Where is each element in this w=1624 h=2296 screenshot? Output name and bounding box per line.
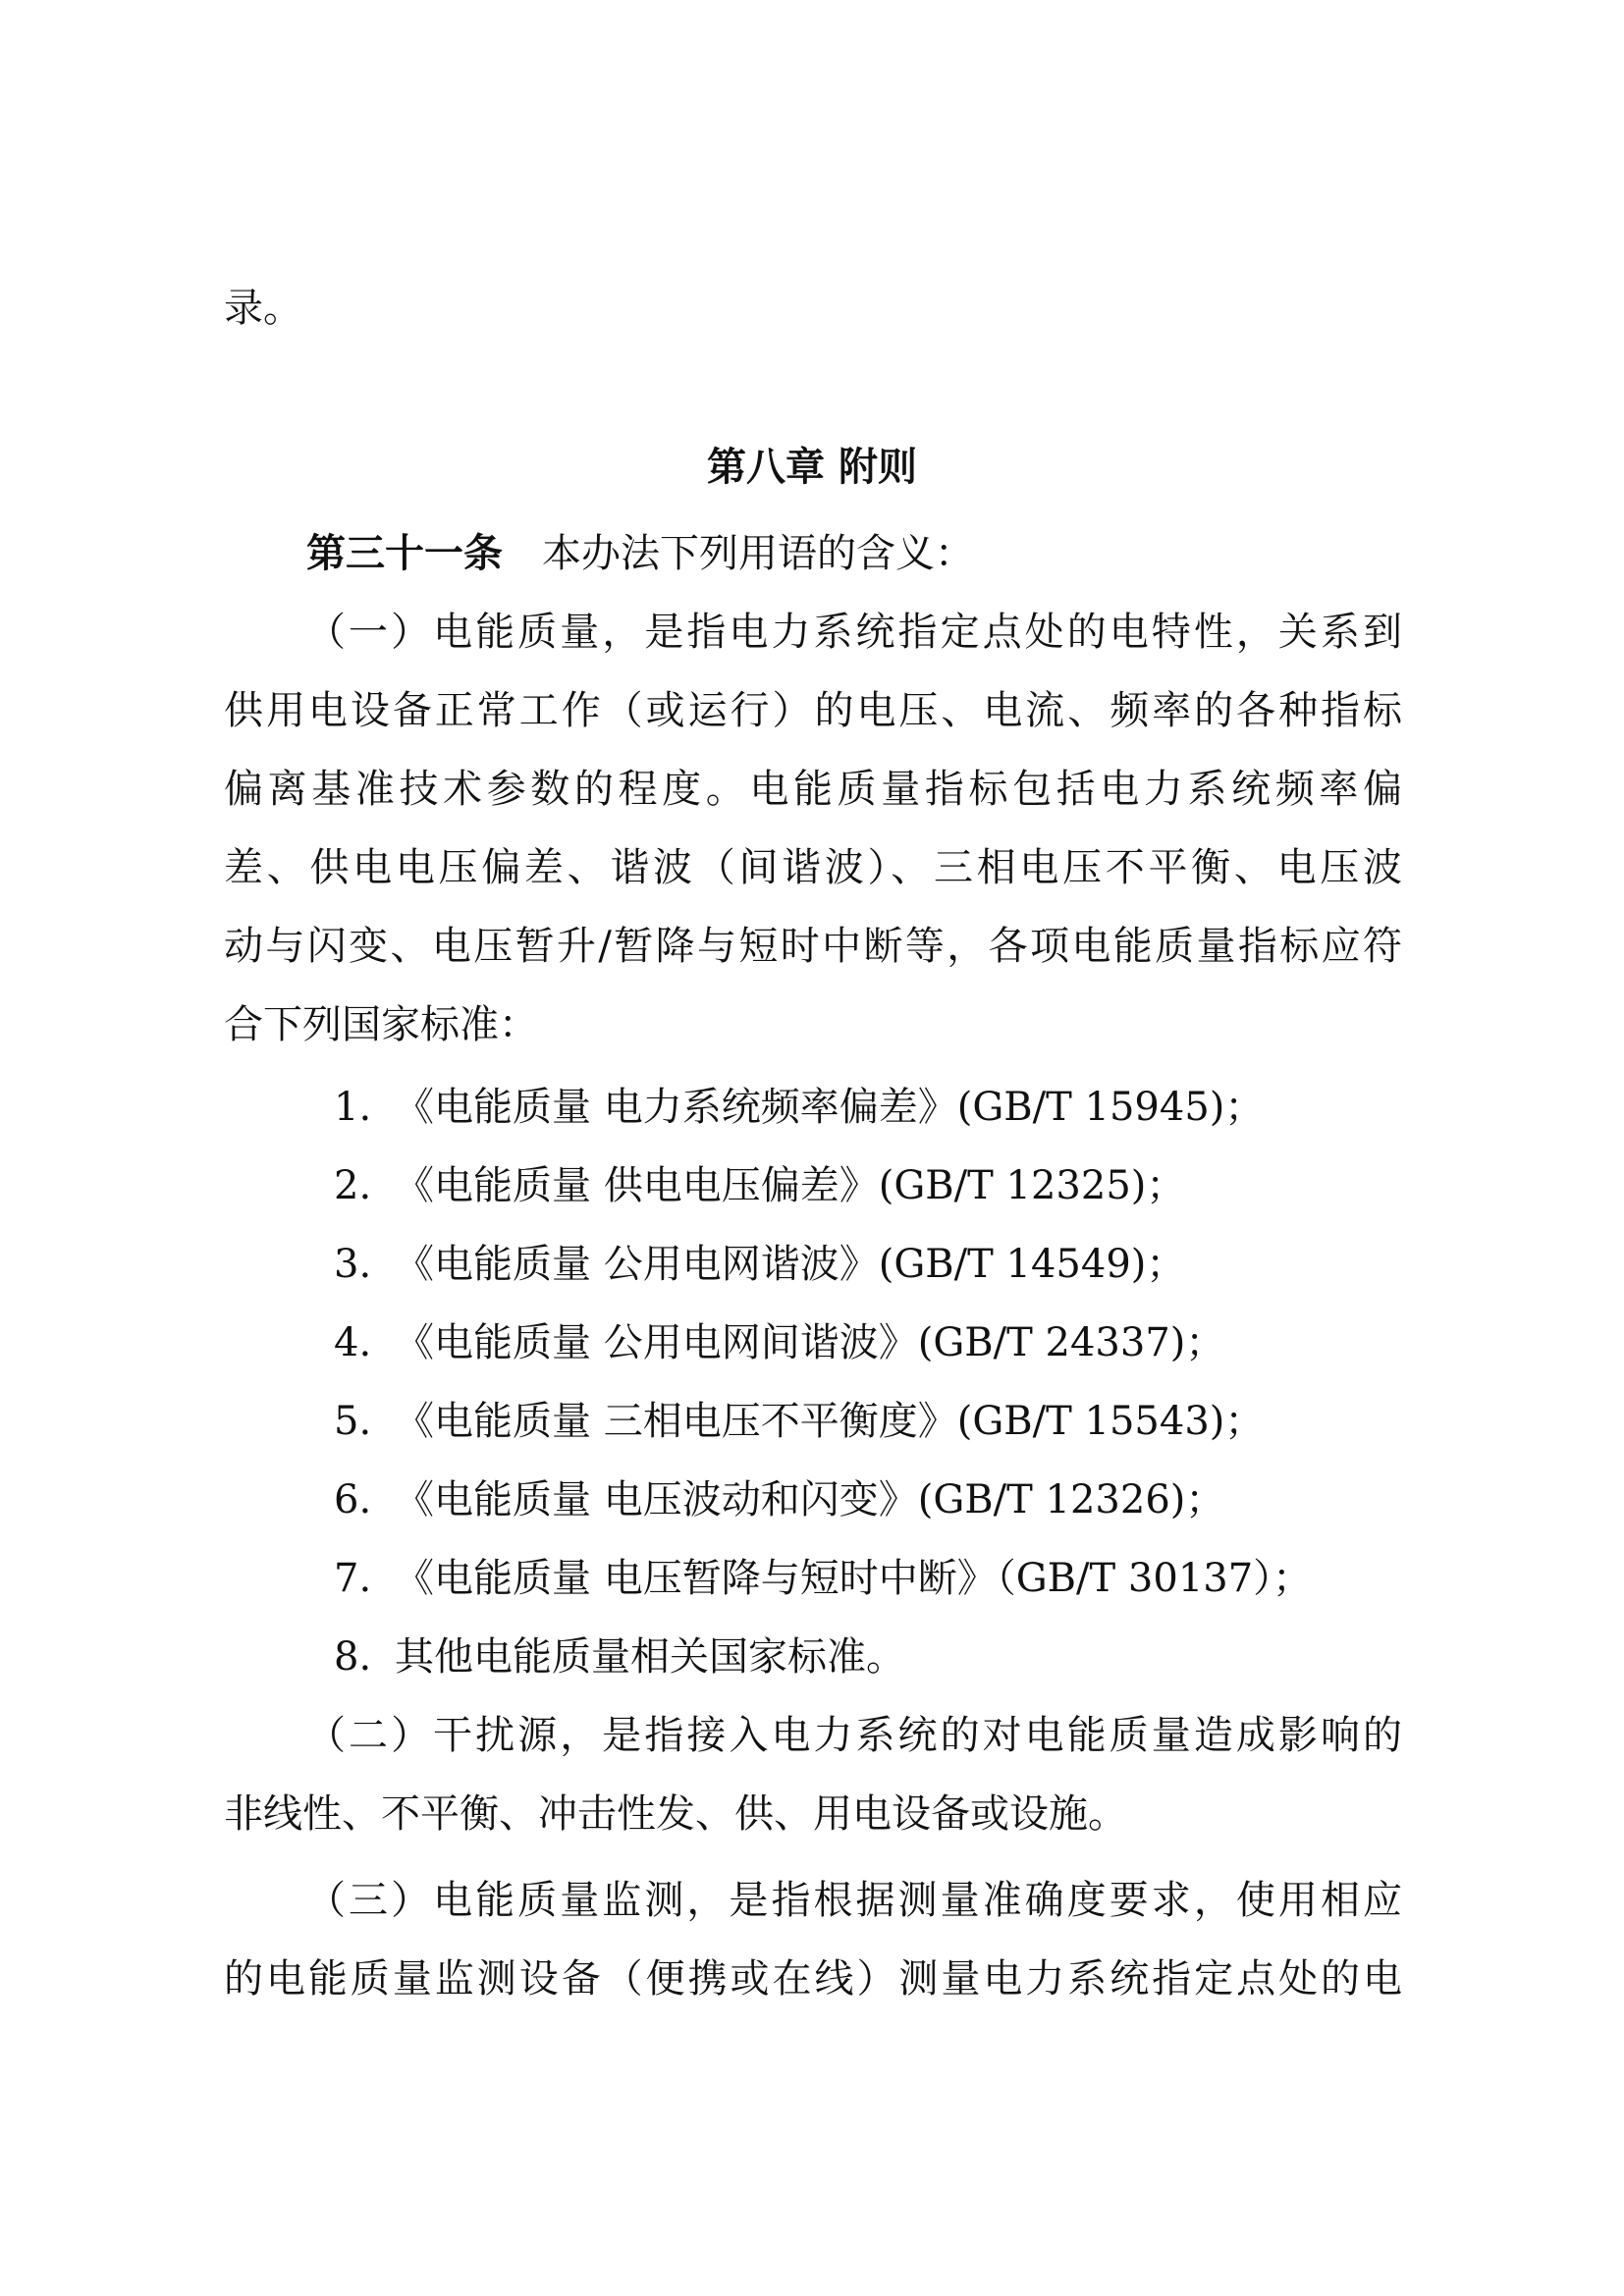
def1-line-4: 差、供电电压偏差、谐波（间谐波）、三相电压不平衡、电压波	[224, 845, 1402, 890]
chapter-title: 第八章 附则	[707, 445, 917, 490]
def2-line-2: 非线性、不平衡、冲击性发、供、用电设备或设施。	[224, 1791, 1127, 1837]
standard-item-4: 4. 《电能质量 公用电网间谐波》(GB/T 24337)；	[334, 1320, 1225, 1365]
def1-line-1: （一）电能质量，是指电力系统指定点处的电特性，关系到	[306, 610, 1402, 655]
def1-line-5: 动与闪变、电压暂升/暂降与短时中断等，各项电能质量指标应符	[224, 924, 1402, 969]
def2-line-1: （二）干扰源，是指接入电力系统的对电能质量造成影响的	[306, 1713, 1402, 1758]
def1-line-2: 供用电设备正常工作（或运行）的电压、电流、频率的各种指标	[224, 688, 1402, 733]
standard-item-8: 8. 其他电能质量相关国家标准。	[334, 1634, 905, 1680]
standard-item-7: 7. 《电能质量 电压暂降与短时中断》（GB/T 30137）；	[334, 1556, 1313, 1601]
def1-line-3: 偏离基准技术参数的程度。电能质量指标包括电力系统频率偏	[224, 767, 1402, 812]
def3-line-2: 的电能质量监测设备（便携或在线）测量电力系统指定点处的电	[224, 1956, 1402, 2002]
article-intro: 本办法下列用语的含义：	[542, 531, 974, 576]
standard-item-3: 3. 《电能质量 公用电网谐波》(GB/T 14549)；	[334, 1242, 1186, 1287]
article-heading	[306, 526, 1402, 581]
standard-item-1: 1. 《电能质量 电力系统频率偏差》(GB/T 15945)；	[334, 1085, 1265, 1130]
def1-line-6: 合下列国家标准：	[224, 1002, 538, 1047]
def3-line-1: （三）电能质量监测，是指根据测量准确度要求，使用相应	[306, 1878, 1402, 1923]
previous-page-tail: 录。	[224, 286, 302, 331]
article-label: 第三十一条	[306, 531, 503, 576]
standard-item-5: 5. 《电能质量 三相电压不平衡度》(GB/T 15543)；	[334, 1399, 1265, 1444]
standard-item-6: 6. 《电能质量 电压波动和闪变》(GB/T 12326)；	[334, 1477, 1225, 1522]
standard-item-2: 2. 《电能质量 供电电压偏差》(GB/T 12325)；	[334, 1163, 1186, 1208]
